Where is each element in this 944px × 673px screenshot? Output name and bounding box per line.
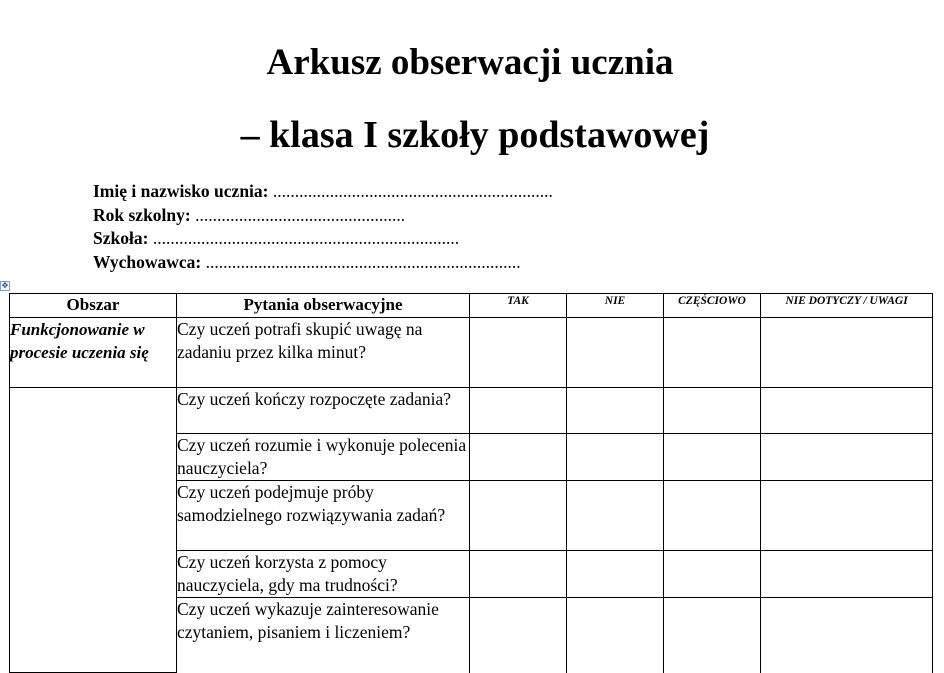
na-notes-cell[interactable] [761,598,933,673]
yes-cell[interactable] [470,434,567,481]
header-yes: TAK [470,294,567,318]
school-year-field[interactable]: ................................................ [195,204,406,225]
area-cell: Funkcjonowanie w procesie uczenia się [10,318,177,388]
na-notes-cell[interactable] [761,388,933,434]
na-notes-cell[interactable] [761,481,933,551]
student-name-label: Imię i nazwisko ucznia: [93,181,269,201]
header-na-notes: NIE DOTYCZY / UWAGI [761,294,933,318]
table-header-row [10,294,933,318]
question-cell: Czy uczeń kończy rozpoczęte zadania? [177,388,470,434]
info-row-teacher [93,251,553,275]
header-partly: CZĘŚCIOWO [664,294,761,318]
no-cell[interactable] [567,551,664,598]
table-row [10,318,933,388]
header-questions: Pytania obserwacyjne [177,294,470,318]
partly-cell[interactable] [664,598,761,673]
teacher-field[interactable]: ........................................................................ [205,251,521,272]
no-cell[interactable] [567,481,664,551]
table-move-handle-icon[interactable]: ✥ [1,281,9,290]
observation-table [9,293,933,673]
yes-cell[interactable] [470,318,567,388]
info-row-school [93,227,553,251]
question-cell: Czy uczeń korzysta z pomocy nauczyciela, gdy ma trudności? [177,551,470,598]
header-no: NIE [567,294,664,318]
yes-cell[interactable] [470,598,567,673]
no-cell[interactable] [567,598,664,673]
no-cell[interactable] [567,434,664,481]
student-name-field[interactable]: ................................................................ [272,181,553,201]
teacher-label: Wychowawca: [93,251,202,272]
partly-cell[interactable] [664,434,761,481]
info-row-school-year [93,204,553,228]
header-area: Obszar [10,294,177,318]
document-title: Arkusz obserwacji ucznia [266,42,674,83]
na-notes-cell[interactable] [761,318,933,388]
school-label: Szkoła: [93,228,149,248]
yes-cell[interactable] [470,481,567,551]
table-row [10,388,933,434]
question-cell: Czy uczeń wykazuje zainteresowanie czytaniem, pisaniem i liczeniem? [177,598,470,673]
partly-cell[interactable] [664,481,761,551]
document-subtitle: – klasa I szkoły podstawowej [240,114,710,156]
student-info-block [93,180,553,274]
yes-cell[interactable] [470,551,567,598]
partly-cell[interactable] [664,318,761,388]
na-notes-cell[interactable] [761,434,933,481]
question-cell: Czy uczeń rozumie i wykonuje polecenia nauczyciela? [177,434,470,481]
no-cell[interactable] [567,318,664,388]
no-cell[interactable] [567,388,664,434]
yes-cell[interactable] [470,388,567,434]
school-field[interactable]: ...................................................................... [152,228,460,248]
area-cell-empty [10,388,177,673]
question-cell: Czy uczeń potrafi skupić uwagę na zadaniu przez kilka minut? [177,318,470,388]
partly-cell[interactable] [664,551,761,598]
info-row-student-name [93,180,553,204]
question-cell: Czy uczeń podejmuje próby samodzielnego rozwiązywania zadań? [177,481,470,551]
na-notes-cell[interactable] [761,551,933,598]
partly-cell[interactable] [664,388,761,434]
school-year-label: Rok szkolny: [93,204,191,225]
